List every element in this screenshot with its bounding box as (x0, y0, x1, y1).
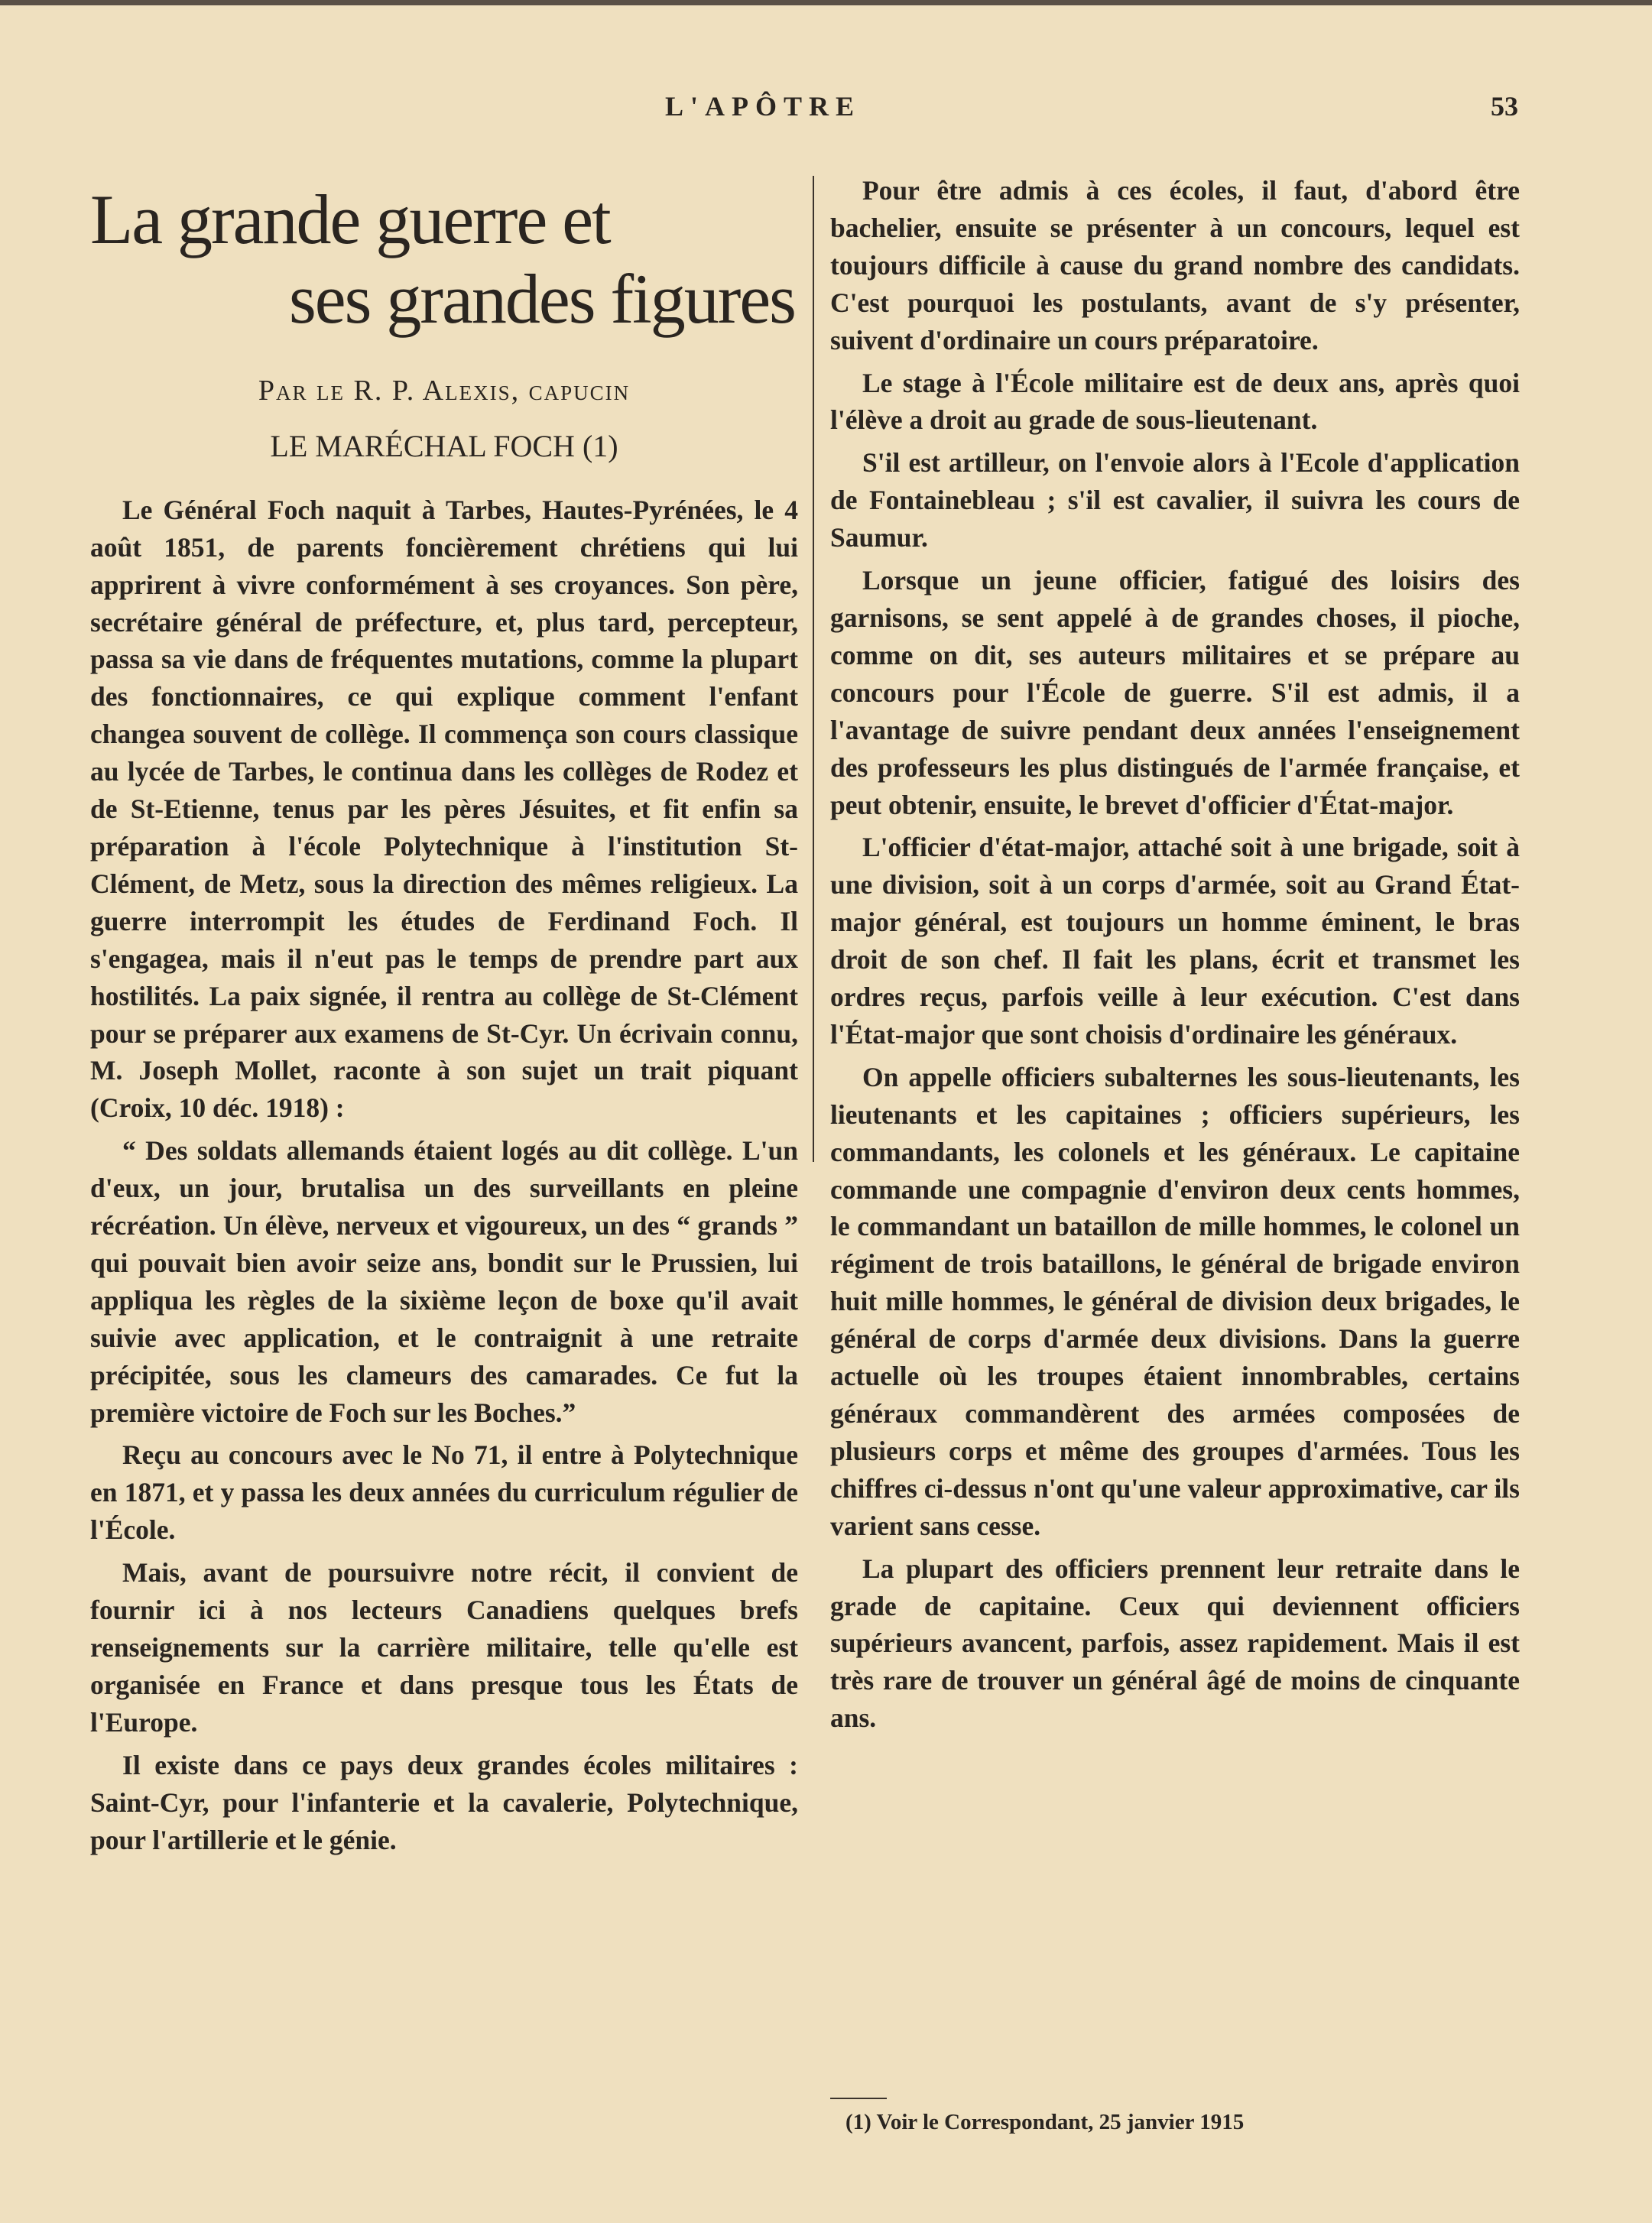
title-line-1: La grande guerre et (90, 180, 610, 258)
footnote: (1) Voir le Correspondant, 25 janvier 1915 (845, 2110, 1245, 2134)
paragraph: S'il est artilleur, on l'envoie alors à l'Ecole d'application de Fontainebleau ; s'il est cavalier, il suivra les cours de Saumur. (830, 447, 1520, 553)
section-subtitle: LE MARÉCHAL FOCH (1) (270, 428, 618, 463)
running-title: L'APÔTRE (665, 91, 862, 122)
paragraph: Lorsque un jeune officier, fatigué des loisirs des garnisons, se sent appelé à de grandes choses, il pioche, comme on dit, ses auteurs militaires et se prépare au concours pour l'École de guerre. S'il est admis, il a l'avantage de suivre pendant deux années l'enseignement des professeurs les plus distingués de l'armée française, et peut obtenir, ensuite, le brevet d'officier d'État-major. (830, 565, 1520, 820)
right-column (830, 172, 1520, 1742)
top-border (0, 0, 1652, 5)
paragraph: Le Général Foch naquit à Tarbes, Hautes-Pyrénées, le 4 août 1851, de parents foncièrement chrétiens qui lui apprirent à vivre conformément à ses croyances. Son père, secrétaire général de préfecture, et, plus tard, percepteur, passa sa vie dans de fréquentes mutations, comme la plupart des fonctionnaires, ce qui explique comment l'enfant changea souvent de collège. Il commença son cours classique au lycée de Tarbes, le continua dans les collèges de Rodez et de St-Etienne, tenus par les pères Jésuites, et fit enfin sa préparation à l'école Polytechnique à l'institution St-Clément, de Metz, sous la direction des mêmes religieux. La guerre interrompit les études de Ferdinand Foch. Il s'engagea, mais il n'eut pas le temps de prendre part aux hostilités. La paix signée, il rentra au collège de St-Clément pour se préparer aux examens de St-Cyr. Un écrivain connu, M. Joseph Mollet, raconte à son sujet un trait piquant (Croix, 10 déc. 1918) : (90, 494, 798, 1124)
paragraph: Pour être admis à ces écoles, il faut, d'abord être bachelier, ensuite se présenter à un concours, lequel est toujours difficile à cause du grand nombre des candidats. C'est pourquoi les postulants, avant de s'y présenter, suivent d'ordinaire un cours préparatoire. (830, 175, 1520, 355)
left-column (90, 172, 798, 1864)
page-number: 53 (1491, 91, 1518, 122)
paragraph: Le stage à l'École militaire est de deux ans, après quoi l'élève a droit au grade de sous-lieutenant. (830, 367, 1520, 436)
byline: Par le R. P. Alexis, capucin (258, 375, 631, 407)
paragraph: Reçu au concours avec le No 71, il entre à Polytechnique en 1871, et y passa les deux années du curriculum régulier de l'École. (90, 1439, 798, 1546)
footnote-rule (830, 2098, 887, 2099)
column-divider (813, 176, 814, 1162)
paragraph: On appelle officiers subalternes les sous-lieutenants, les lieutenants et les capitaines ; officiers supérieurs, les commandants, les colonels et les généraux. Le capitaine commande une compagnie d'environ deux cents hommes, le commandant un bataillon de mille hommes, le colonel un régiment de trois bataillons, le général de brigade environ huit mille hommes, le général de division deux brigades, le général de corps d'armée deux divisions. Dans la guerre actuelle où les troupes étaient innombrables, certains généraux commandèrent des armées composées de plusieurs corps et même des groupes d'armées. Tous les chiffres ci-dessus n'ont qu'une valeur approximative, car ils varient sans cesse. (830, 1061, 1520, 1541)
title-line-2: ses grandes figures (288, 260, 795, 338)
paragraph: Mais, avant de poursuivre notre récit, il convient de fournir ici à nos lecteurs Canadiens quelques brefs renseignements sur la carrière militaire, telle qu'elle est organisée en France et dans presque tous les États de l'Europe. (90, 1557, 798, 1738)
paragraph: Il existe dans ce pays deux grandes écoles militaires : Saint-Cyr, pour l'infanterie et la cavalerie, Polytechnique, pour l'artillerie et le génie. (90, 1749, 798, 1855)
quote-paragraph: “ Des soldats allemands étaient logés au dit collège. L'un d'eux, un jour, brutalisa un des surveillants en pleine récréation. Un élève, nerveux et vigoureux, un des “ grands ” qui pouvait bien avoir seize ans, bondit sur le Prussien, lui appliqua les règles de la sixième leçon de boxe qu'il avait suivie avec application, et le contraignit à une retraite précipitée, sous les clameurs des camarades. Ce fut la première victoire de Foch sur les Boches.” (90, 1135, 798, 1428)
article-title (90, 180, 798, 339)
paragraph: L'officier d'état-major, attaché soit à une brigade, soit à une division, soit à un corps d'armée, soit au Grand État-major général, est toujours un homme éminent, le bras droit de son chef. Il fait les plans, écrit et transmet les ordres reçus, parfois veille à leur exécution. C'est dans l'État-major que sont choisis d'ordinaire les généraux. (830, 832, 1520, 1050)
paragraph: La plupart des officiers prennent leur retraite dans le grade de capitaine. Ceux qui deviennent officiers supérieurs avancent, parfois, assez rapidement. Mais il est très rare de trouver un général âgé de moins de cinquante ans. (830, 1553, 1520, 1734)
